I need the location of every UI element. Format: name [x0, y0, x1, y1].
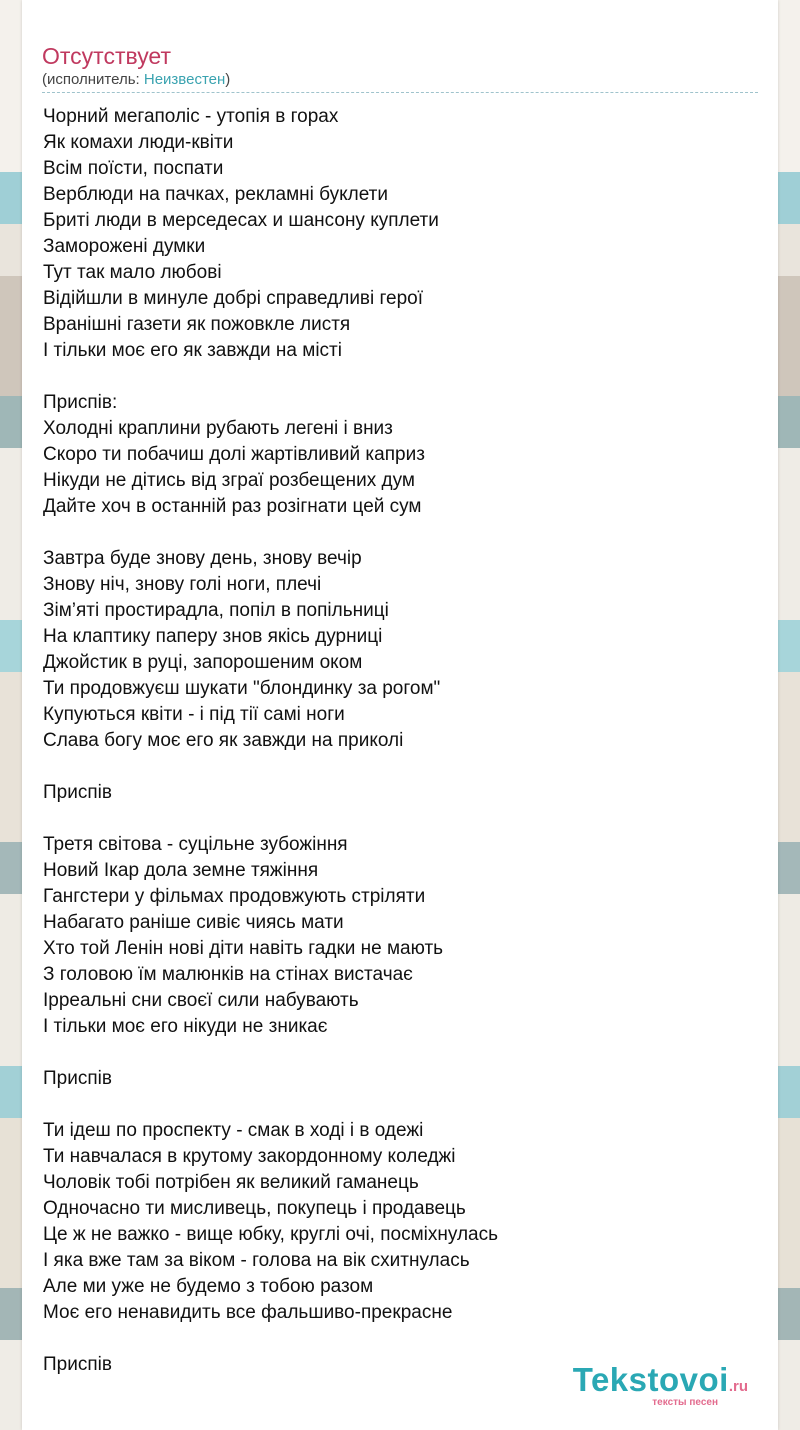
lyric-line: Моє его ненавидить все фальшиво-прекрасне — [43, 1302, 453, 1323]
lyric-line: Дайте хоч в останній раз розігнати цей сум — [43, 496, 422, 517]
lyric-line: Знову ніч, знову голі ноги, плечі — [43, 574, 322, 595]
lyric-line: Джойстик в руці, запорошеним оком — [43, 652, 363, 673]
lyric-line: З головою їм малюнків на стінах вистачає — [43, 964, 413, 985]
lyric-line: Ти ідеш по проспекту - смак в ході і в одежі — [43, 1120, 424, 1141]
lyric-blank-line — [43, 754, 759, 780]
lyric-blank-line — [43, 1040, 759, 1066]
lyric-line: Приспів — [43, 782, 112, 803]
lyric-line: Приспів — [43, 1354, 112, 1375]
lyric-line: Набагато раніше сивіє чиясь мати — [43, 912, 344, 933]
lyric-blank-line — [43, 520, 759, 546]
lyric-blank-line — [43, 1326, 759, 1352]
lyric-blank-line — [43, 806, 759, 832]
lyric-line: Як комахи люди-квіти — [43, 132, 234, 153]
lyric-line: Ти навчалася в крутому закордонному коледжі — [43, 1146, 456, 1167]
lyric-line: І тільки моє его як завжди на місті — [43, 340, 342, 361]
artist-line — [42, 70, 758, 89]
logo-tld: .ru — [728, 1378, 748, 1395]
lyric-line: На клаптику паперу знов якісь дурниці — [43, 626, 383, 647]
lyric-line: Холодні краплини рубають легені і вниз — [43, 418, 393, 439]
lyric-line: Хто той Ленін нові діти навіть гадки не мають — [43, 938, 444, 959]
lyric-line: Одночасно ти мисливець, покупець і продавець — [43, 1198, 466, 1219]
lyric-line: Чорний мегаполіс - утопія в горах — [43, 106, 339, 127]
song-header — [42, 42, 758, 93]
lyrics-body — [43, 104, 759, 1378]
site-logo[interactable] — [573, 1363, 748, 1408]
lyric-line: І тільки моє его нікуди не зникає — [43, 1016, 328, 1037]
lyric-line: Слава богу моє его як завжди на приколі — [43, 730, 404, 751]
lyric-line: Ти продовжуєш шукати "блондинку за рогом" — [43, 678, 441, 699]
lyric-line: Приспів — [43, 1068, 112, 1089]
logo-wordmark: Tekstovoi — [572, 1361, 729, 1398]
lyric-line: Приспів: — [43, 392, 118, 413]
lyric-line: Третя світова - суцільне зубожіння — [43, 834, 348, 855]
lyric-line: Зім’яті простирадла, попіл в попільниці — [43, 600, 389, 621]
lyric-line: Тут так мало любові — [43, 262, 222, 283]
lyric-blank-line — [43, 1092, 759, 1118]
lyric-line: Нікуди не дітись від зграї розбещених дум — [43, 470, 415, 491]
lyric-line: Чоловік тобі потрібен як великий гаманець — [43, 1172, 419, 1193]
lyric-line: Заморожені думки — [43, 236, 206, 257]
lyric-line: Але ми уже не будемо з тобою разом — [43, 1276, 374, 1297]
artist-suffix: ) — [225, 71, 231, 88]
lyric-line: Верблюди на пачках, рекламні буклети — [43, 184, 388, 205]
logo-tagline: тексты песен — [652, 1397, 718, 1408]
artist-prefix: (исполнитель: — [42, 71, 144, 88]
lyric-line: Завтра буде знову день, знову вечір — [43, 548, 362, 569]
lyric-line: Скоро ти побачиш долі жартівливий каприз — [43, 444, 425, 465]
lyric-line: Новий Ікар дола земне тяжіння — [43, 860, 319, 881]
lyrics-sheet — [22, 0, 778, 1430]
lyric-blank-line — [43, 364, 759, 390]
lyric-line: Вранішні газети як пожовкле листя — [43, 314, 351, 335]
song-title: Отсутствует — [42, 43, 171, 69]
lyric-line: Гангстери у фільмах продовжують стріляти — [43, 886, 426, 907]
lyric-line: Всім поїсти, поспати — [43, 158, 224, 179]
lyric-line: Це ж не важко - вище юбку, круглі очі, посміхнулась — [43, 1224, 499, 1245]
lyric-line: Ірреальні сни своєї сили набувають — [43, 990, 359, 1011]
lyric-line: Бриті люди в мерседесах и шансону куплети — [43, 210, 439, 231]
lyric-line: І яка вже там за віком - голова на вік схитнулась — [43, 1250, 470, 1271]
artist-link[interactable]: Неизвестен — [143, 71, 226, 88]
lyric-line: Купуються квіти - і під тії самі ноги — [43, 704, 345, 725]
lyric-line: Відійшли в минуле добрі справедливі герої — [43, 288, 424, 309]
